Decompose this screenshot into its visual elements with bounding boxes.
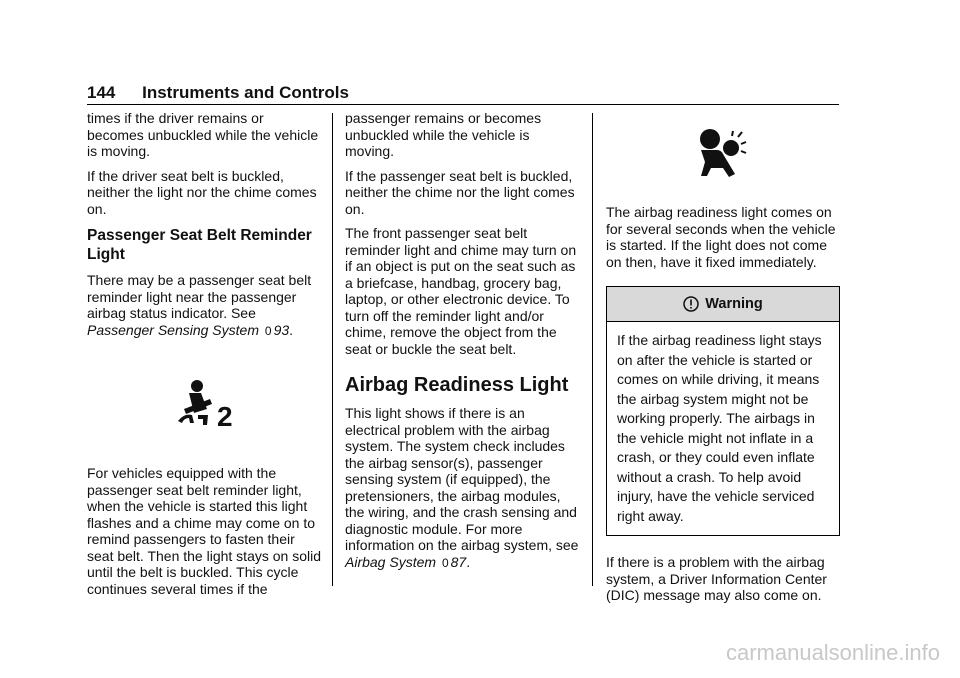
watermark: carmanualsonline.info (725, 640, 940, 665)
column-1 (87, 110, 323, 605)
paragraph: passenger remains or becomes unbuckled while the vehicle is moving. (345, 110, 542, 159)
cross-reference-link[interactable]: Airbag System (345, 553, 437, 570)
paragraph: If the passenger seat belt is buckled, neither the chime nor the light comes on. (345, 167, 575, 217)
warning-body: If the airbag readiness light stays on after the vehicle is started or comes on while driving, it means the airbag system might not be working properly. The airbags in the vehicle might not inflate in a crash, or they could even inflate without a crash. To help avoid injury, have the vehicle serviced right away. (617, 332, 822, 524)
paragraph: For vehicles equipped with the passenger seat belt reminder light, when the vehicle is started this light flashes and a chime may come on to remind passengers to fasten their seat belt. Then the light stays on solid until the belt is buckled. This cycle continues several times if the (87, 465, 321, 597)
warning-icon (683, 296, 699, 312)
paragraph: If there is a problem with the airbag system, a Driver Information Center (DIC) message may also come on. (606, 554, 827, 603)
punctuation: . (289, 321, 294, 338)
page-header (87, 82, 839, 105)
warning-box (606, 286, 840, 536)
page-ref-symbol: 0 (264, 323, 272, 338)
section-heading: Airbag Readiness Light (345, 374, 569, 396)
cross-reference-link[interactable]: Passenger Sensing System (87, 321, 259, 338)
paragraph: The front passenger seat belt reminder light and chime may turn on if an object is put on the seat such as a briefcase, handbag, grocery bag, laptop, or other electronic device. To turn off the reminder light and/or chime, remove the object from the seat or buckle the seat belt. (345, 225, 577, 357)
column-divider-2 (592, 113, 593, 586)
paragraph: If the driver seat belt is buckled, neither the light nor the chime comes on. (87, 167, 317, 217)
paragraph (87, 272, 323, 339)
paragraph: The airbag readiness light comes on for several seconds when the vehicle is started. If the light does not come on then, have it fixed immediately. (606, 204, 836, 270)
page-ref-symbol: 0 (441, 555, 449, 570)
warning-header (607, 287, 839, 322)
section-heading: Passenger Seat Belt Reminder Light (87, 227, 312, 263)
paragraph (345, 405, 581, 571)
warning-title: Warning (705, 295, 763, 312)
paragraph: times if the driver remains or becomes unbuckled while the vehicle is moving. (87, 110, 319, 159)
column-3 (606, 110, 840, 612)
page-number: 144 (87, 83, 116, 102)
paragraph-text: This light shows if there is an electrical problem with the airbag system. The system check includes the airbag sensor(s), passenger sensing system (if equipped), the pretensioners, the airbag modules, the wiring, and the crash sensing and diagnostic module. For more information on the airbag system, see (345, 405, 579, 553)
section-title: Instruments and Controls (142, 83, 349, 102)
page-ref-number[interactable]: 93 (273, 321, 290, 338)
column-2 (345, 110, 581, 579)
column-divider-1 (332, 113, 333, 586)
passenger-seat-belt-reminder-icon (87, 379, 323, 429)
page-ref-number[interactable]: 87 (450, 553, 467, 570)
punctuation: . (466, 553, 471, 570)
airbag-readiness-icon (606, 128, 840, 180)
seat-position-digit: 2 (217, 401, 233, 429)
paragraph-text: There may be a passenger seat belt reminder light near the passenger airbag status indicator. See (87, 272, 312, 321)
